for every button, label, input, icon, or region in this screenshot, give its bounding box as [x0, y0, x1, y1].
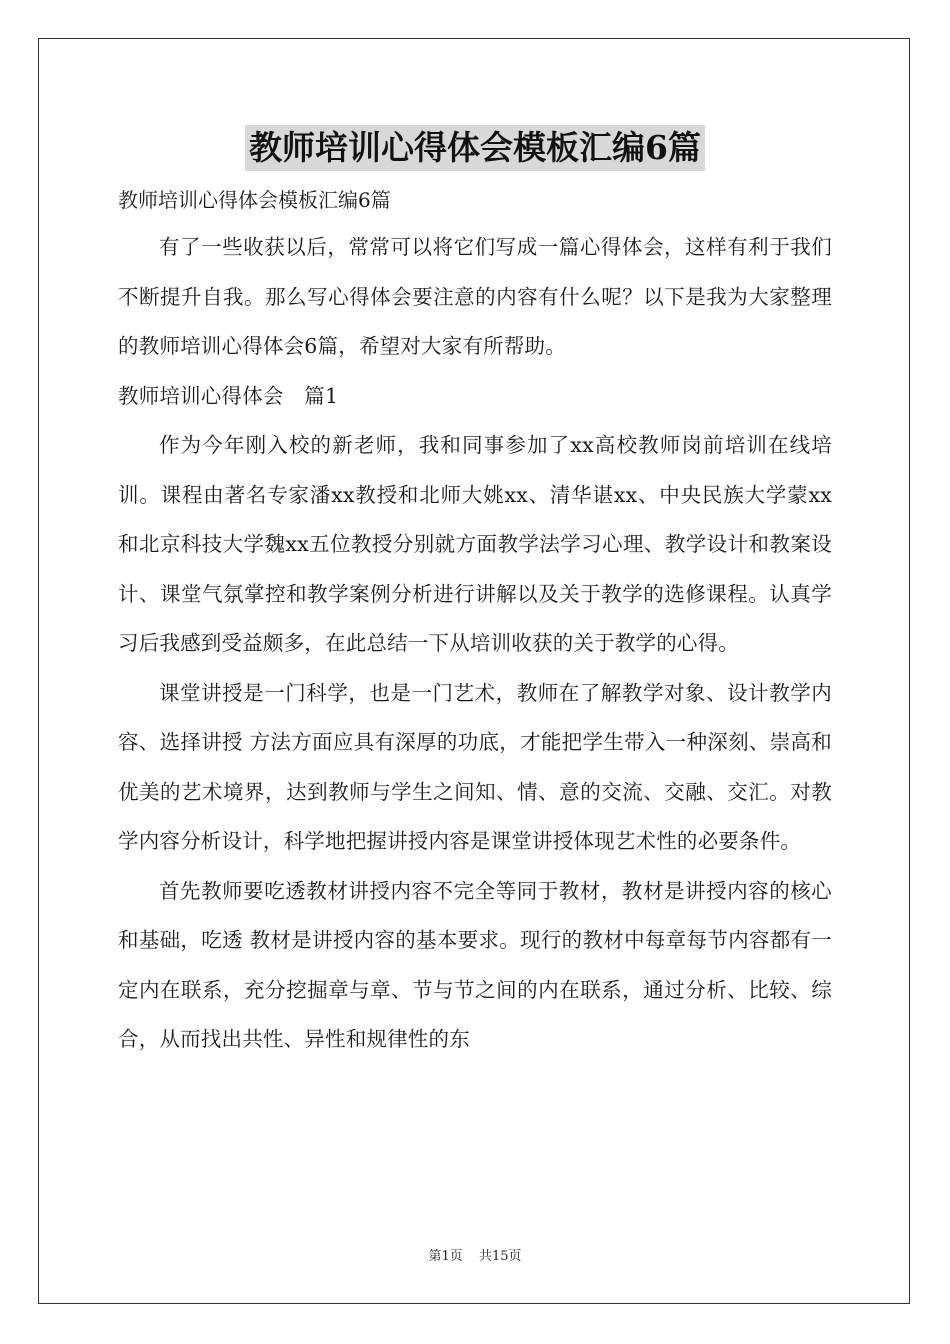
page-number: 第1页	[428, 1249, 463, 1264]
title-container	[0, 125, 950, 171]
page-footer	[0, 1245, 950, 1264]
paragraph-3: 首先教师要吃透教材讲授内容不完全等同于教材，教材是讲授内容的核心和基础，吃透 教材是讲授内容的基本要求。现行的教材中每章每节内容都有一定内在联系，充分挖掘章与章、节与节之间的内在联系，通过分析、比较、综合，从而找出共性、异性和规律性的东	[118, 878, 832, 1051]
document-title: 教师培训心得体会模板汇编6篇	[245, 125, 705, 171]
section-heading: 教师培训心得体会 篇1	[118, 383, 339, 408]
page-total: 共15页	[478, 1249, 522, 1264]
paragraph-2: 课堂讲授是一门科学，也是一门艺术，教师在了解教学对象、设计教学内容、选择讲授 方法方面应具有深厚的功底，才能把学生带入一种深刻、崇高和优美的艺术境界，达到教师与学生之间知、情、意的交流、交融、交汇。对教学内容分析设计，科学地把握讲授内容是课堂讲授体现艺术性的必要条件。	[118, 680, 832, 853]
document-body	[118, 223, 832, 1065]
paragraph-1: 作为今年刚入校的新老师，我和同事参加了xx高校教师岗前培训在线培训。课程由著名专家潘xx教授和北师大姚xx、清华谌xx、中央民族大学蒙xx和北京科技大学魏xx五位教授分别就方面教学法学习心理、教学设计和教案设计、课堂气氛掌控和教学案例分析进行讲解以及关于教学的选修课程。认真学习后我感到受益颇多，在此总结一下从培训收获的关于教学的心得。	[118, 433, 832, 655]
paragraph-intro: 有了一些收获以后，常常可以将它们写成一篇心得体会，这样有利于我们不断提升自我。那么写心得体会要注意的内容有什么呢？以下是我为大家整理的教师培训心得体会6篇，希望对大家有所帮助。	[118, 235, 832, 358]
document-subtitle: 教师培训心得体会模板汇编6篇	[118, 188, 391, 212]
